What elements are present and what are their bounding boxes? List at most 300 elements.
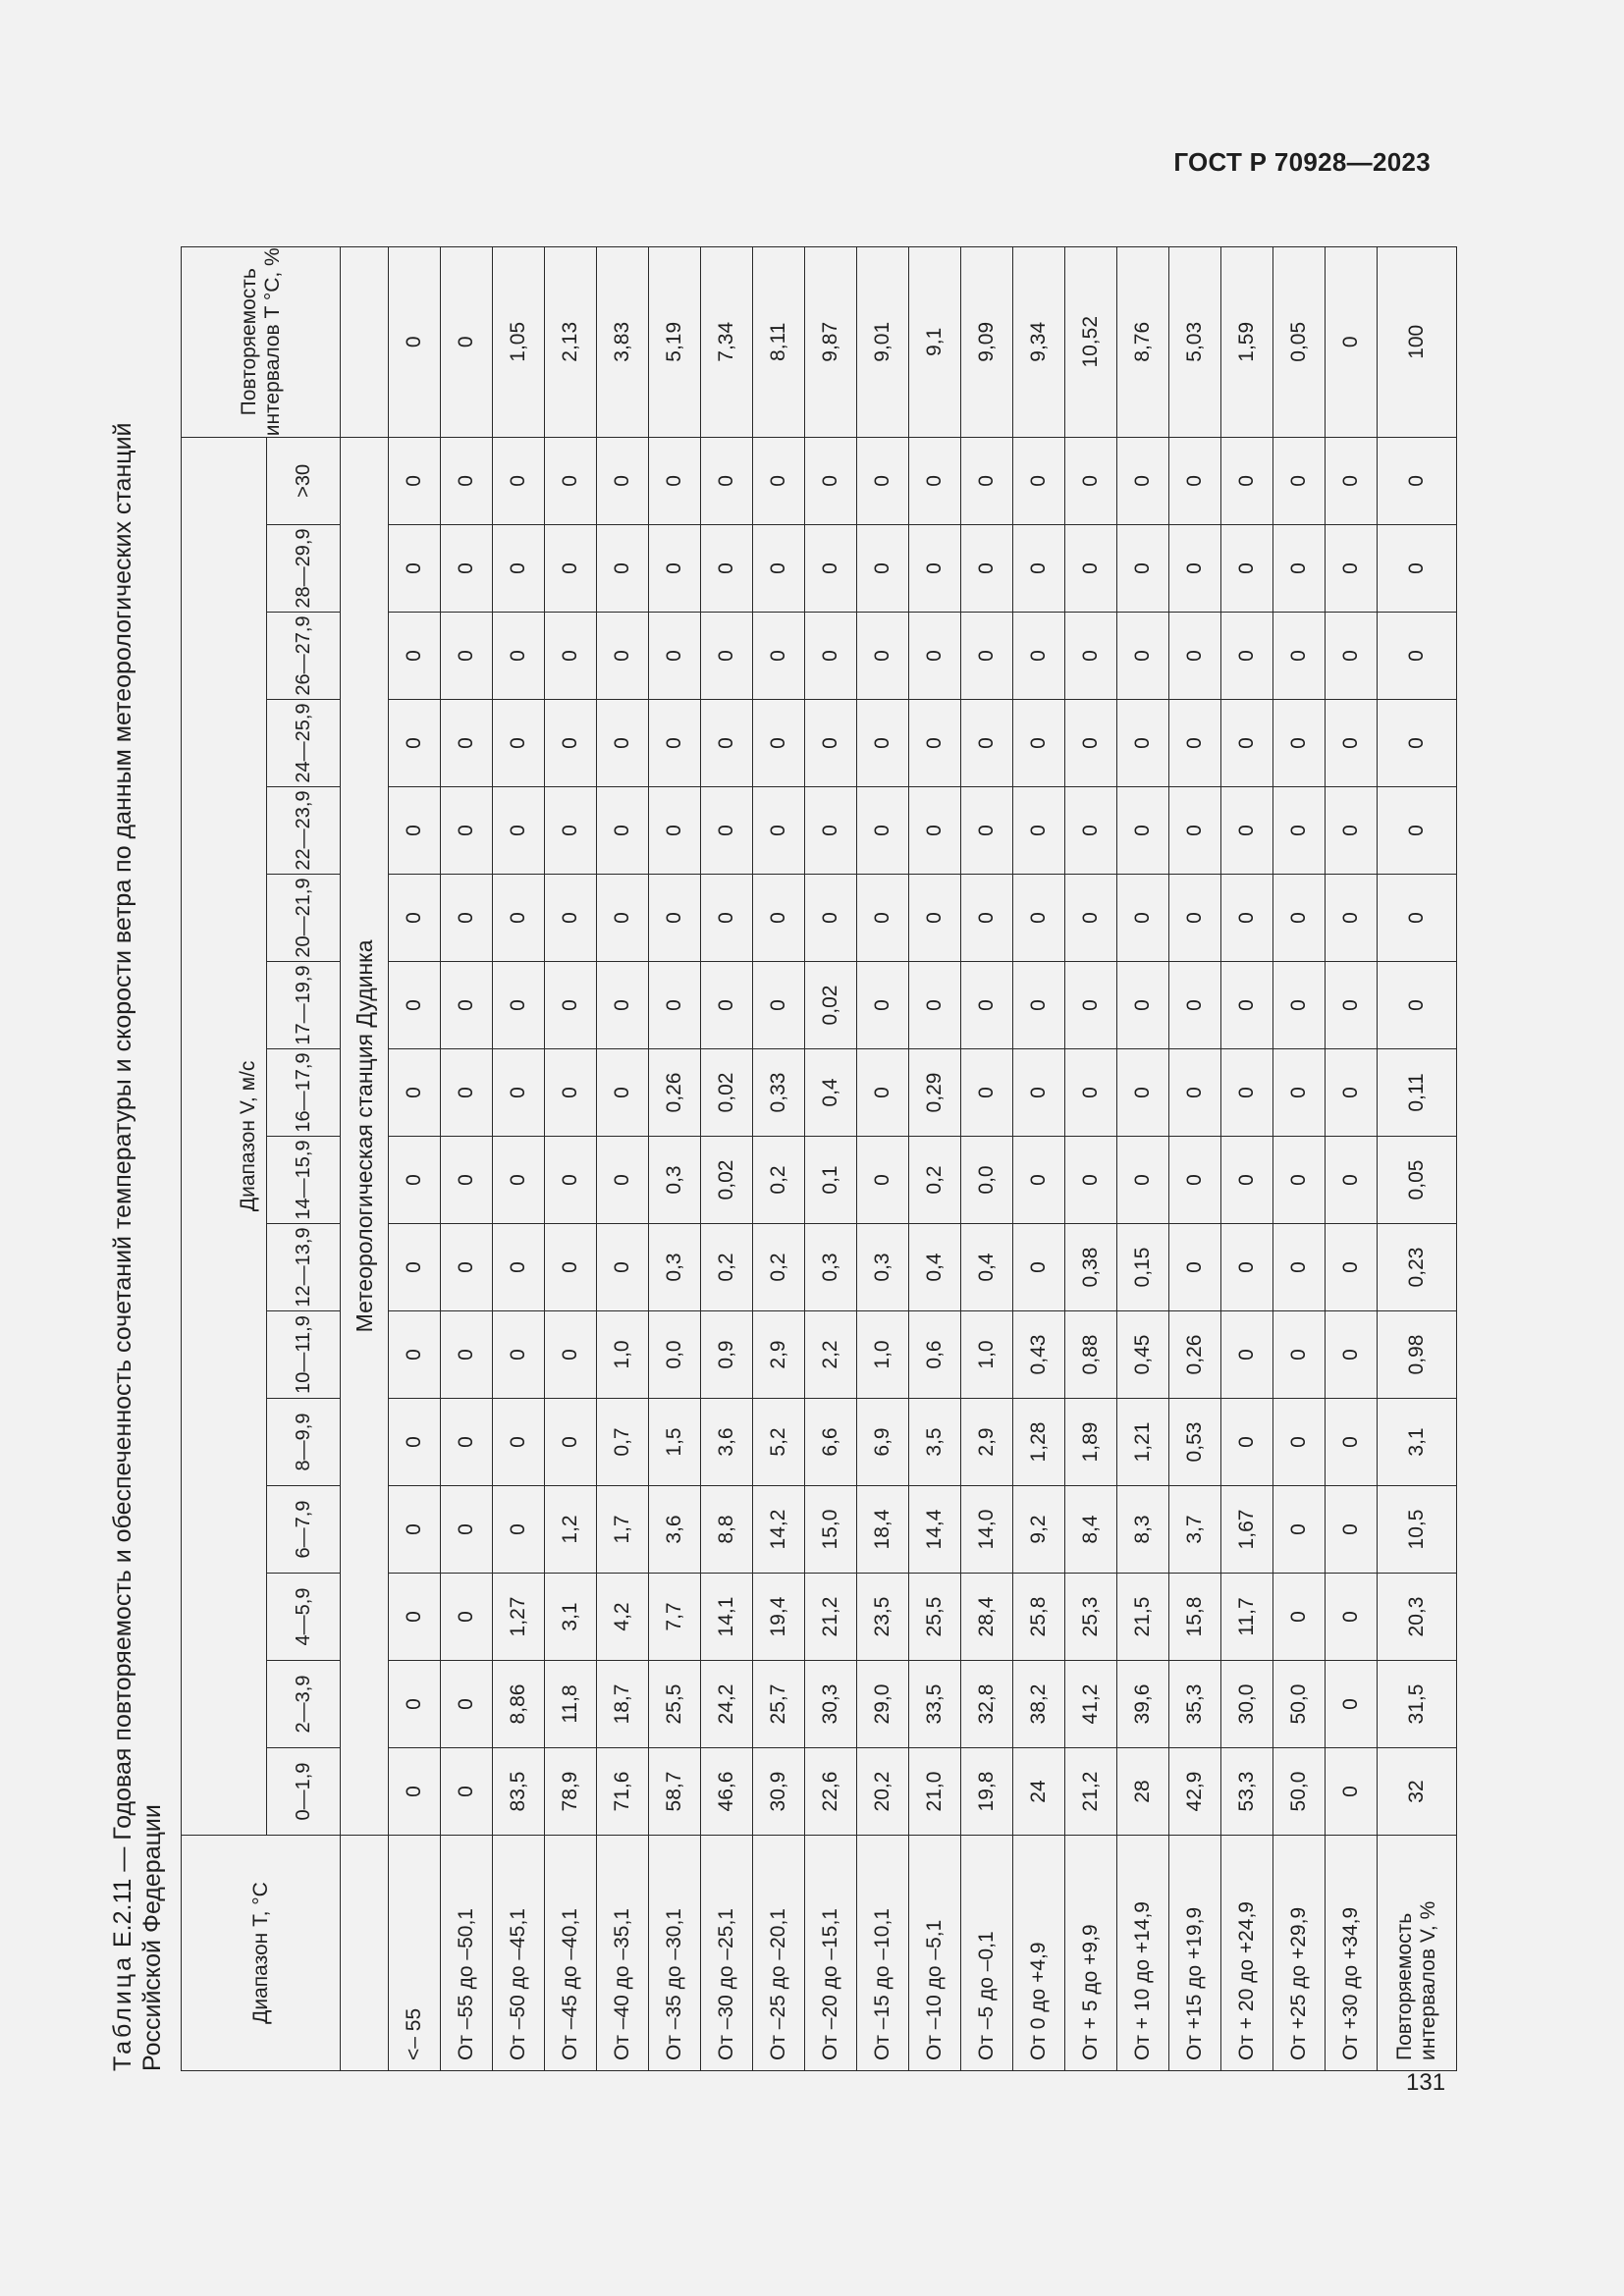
table-cell: 0 (1273, 1399, 1326, 1486)
table-cell: 0 (1169, 962, 1221, 1049)
table-cell: 0 (909, 525, 961, 613)
station-empty-right (341, 246, 389, 437)
table-cell: 0 (1326, 1486, 1378, 1574)
table-cell: 0 (1378, 437, 1457, 524)
table-caption (108, 324, 167, 2071)
table-cell: 1,2 (545, 1486, 597, 1574)
row-label: От –15 до –10,1 (857, 1836, 909, 2071)
table-cell: 0 (753, 525, 805, 613)
table-cell: 0 (1065, 875, 1117, 962)
table-cell: 0 (441, 1486, 493, 1574)
table-cell: 0 (1169, 613, 1221, 700)
table-cell: 0 (1326, 787, 1378, 875)
table-row (441, 246, 493, 2070)
table-cell: 0,2 (753, 1224, 805, 1311)
table-cell: 0 (1065, 787, 1117, 875)
table-cell: 0 (441, 787, 493, 875)
table-cell: 0 (1273, 1311, 1326, 1399)
table-cell: 3,5 (909, 1399, 961, 1486)
table-cell: 0 (1169, 1049, 1221, 1137)
table-cell: 11,7 (1221, 1574, 1273, 1661)
table-cell: 0 (1378, 613, 1457, 700)
table-cell: 0 (909, 962, 961, 1049)
table-cell: 0,43 (1013, 1311, 1065, 1399)
table-cell: 0 (909, 613, 961, 700)
speed-range-column-header: 4—5,9 (267, 1574, 341, 1661)
table-cell: 0 (389, 700, 441, 787)
table-cell: 0,9 (701, 1311, 753, 1399)
table-cell: 0 (1117, 437, 1169, 524)
table-cell: 38,2 (1013, 1661, 1065, 1748)
table-cell: 0 (1221, 962, 1273, 1049)
table-cell: 0 (441, 1748, 493, 1836)
table-cell: 0 (493, 1049, 545, 1137)
table-cell: 0 (1169, 1224, 1221, 1311)
table-row (961, 246, 1013, 2070)
table-cell: 0 (1326, 1399, 1378, 1486)
table-cell: 0 (857, 962, 909, 1049)
table-cell: 0 (493, 700, 545, 787)
table-cell: 0 (1221, 1399, 1273, 1486)
station-row (341, 246, 389, 2070)
table-cell: 0 (701, 525, 753, 613)
row-total: 0 (441, 246, 493, 437)
table-cell: 25,7 (753, 1661, 805, 1748)
table-cell: 0,0 (649, 1311, 701, 1399)
speed-range-column-header: 10—11,9 (267, 1311, 341, 1399)
data-table (181, 246, 1457, 2071)
table-cell: 20,3 (1378, 1574, 1457, 1661)
row-total: 5,03 (1169, 246, 1221, 437)
table-cell: 0 (1273, 1224, 1326, 1311)
table-cell: 0 (1273, 962, 1326, 1049)
table-cell: 0 (1065, 525, 1117, 613)
table-cell: 0 (441, 1137, 493, 1224)
table-cell: 0 (441, 1224, 493, 1311)
table-cell: 0 (389, 1574, 441, 1661)
table-row (389, 246, 441, 2070)
speed-range-column-header: 24—25,9 (267, 700, 341, 787)
row-label: От –20 до –15,1 (805, 1836, 857, 2071)
table-cell: 0 (1013, 1137, 1065, 1224)
table-cell: 0 (961, 700, 1013, 787)
row-label: От –25 до –20,1 (753, 1836, 805, 2071)
station-empty-left (341, 1836, 389, 2071)
table-cell: 0,23 (1378, 1224, 1457, 1311)
table-cell: 58,7 (649, 1748, 701, 1836)
table-cell: 0 (857, 525, 909, 613)
temperature-range-header: Диапазон T, °C (182, 1836, 341, 2071)
table-cell: 50,0 (1273, 1661, 1326, 1748)
table-cell: 0 (389, 1137, 441, 1224)
table-cell: 0 (441, 700, 493, 787)
table-cell: 0 (701, 875, 753, 962)
table-cell: 0 (909, 875, 961, 962)
table-cell: 0 (1326, 1661, 1378, 1748)
table-cell: 0 (805, 437, 857, 524)
table-cell: 0 (961, 787, 1013, 875)
table-cell: 71,6 (597, 1748, 649, 1836)
row-total: 1,05 (493, 246, 545, 437)
table-cell: 0 (1117, 1137, 1169, 1224)
table-cell: 25,3 (1065, 1574, 1117, 1661)
table-cell: 0 (1273, 700, 1326, 787)
table-cell: 41,2 (1065, 1661, 1117, 1748)
speed-range-column-header: 22—23,9 (267, 787, 341, 875)
table-cell: 5,2 (753, 1399, 805, 1486)
row-total: 1,59 (1221, 246, 1273, 437)
table-cell: 0 (1378, 787, 1457, 875)
table-cell: 0 (701, 787, 753, 875)
table-cell: 0 (1117, 875, 1169, 962)
table-cell: 0 (857, 437, 909, 524)
table-cell: 0 (1065, 700, 1117, 787)
table-cell: 0 (493, 437, 545, 524)
speed-range-column-header: 17—19,9 (267, 962, 341, 1049)
table-cell: 33,5 (909, 1661, 961, 1748)
table-cell: 0 (389, 1399, 441, 1486)
speed-range-column-header: 0—1,9 (267, 1748, 341, 1836)
table-cell: 0 (1326, 700, 1378, 787)
row-total: 5,19 (649, 246, 701, 437)
row-label: От –35 до –30,1 (649, 1836, 701, 2071)
table-cell: 0 (961, 962, 1013, 1049)
table-cell: 0 (1013, 875, 1065, 962)
table-cell: 0 (649, 437, 701, 524)
row-label: От –45 до –40,1 (545, 1836, 597, 2071)
table-cell: 0 (493, 1224, 545, 1311)
table-row (909, 246, 961, 2070)
table-cell: 24,2 (701, 1661, 753, 1748)
table-cell: 0 (961, 525, 1013, 613)
table-cell: 0 (753, 787, 805, 875)
table-cell: 28,4 (961, 1574, 1013, 1661)
row-label: От –40 до –35,1 (597, 1836, 649, 2071)
table-row (753, 246, 805, 2070)
table-cell: 0 (1378, 962, 1457, 1049)
table-cell: 15,8 (1169, 1574, 1221, 1661)
table-cell: 0 (753, 962, 805, 1049)
table-cell: 0 (857, 613, 909, 700)
caption-prefix: Таблица (109, 1953, 136, 2071)
table-row (1221, 246, 1273, 2070)
table-cell: 0 (1221, 437, 1273, 524)
table-cell: 0 (545, 525, 597, 613)
table-cell: 21,0 (909, 1748, 961, 1836)
table-cell: 21,5 (1117, 1574, 1169, 1661)
table-cell: 0 (597, 437, 649, 524)
table-row (597, 246, 649, 2070)
table-cell: 19,4 (753, 1574, 805, 1661)
row-total: 9,01 (857, 246, 909, 437)
table-cell: 0 (1221, 787, 1273, 875)
speed-range-column-header: 20—21,9 (267, 875, 341, 962)
table-cell: 0 (1273, 525, 1326, 613)
table-cell: 0 (857, 700, 909, 787)
table-cell: 0 (545, 962, 597, 1049)
table-cell: 0,6 (909, 1311, 961, 1399)
table-cell: 0 (1065, 437, 1117, 524)
table-cell: 25,5 (649, 1661, 701, 1748)
table-cell: 0,53 (1169, 1399, 1221, 1486)
table-cell: 0,05 (1378, 1137, 1457, 1224)
table-cell: 0 (441, 1661, 493, 1748)
table-cell: 8,3 (1117, 1486, 1169, 1574)
table-cell: 3,1 (545, 1574, 597, 1661)
table-cell: 18,4 (857, 1486, 909, 1574)
table-cell: 0,11 (1378, 1049, 1457, 1137)
table-cell: 0 (1326, 1748, 1378, 1836)
table-cell: 0 (493, 613, 545, 700)
table-cell: 0 (493, 787, 545, 875)
header-row-2 (267, 246, 341, 2070)
table-cell: 23,5 (857, 1574, 909, 1661)
table-cell: 20,2 (857, 1748, 909, 1836)
table-cell: 0,3 (649, 1224, 701, 1311)
table-cell: 0,26 (1169, 1311, 1221, 1399)
row-total: 0,05 (1273, 246, 1326, 437)
table-cell: 0 (1013, 700, 1065, 787)
table-cell: 0 (753, 437, 805, 524)
table-cell: 19,8 (961, 1748, 1013, 1836)
caption-table-id: Е.2.11 (109, 1878, 136, 1949)
table-cell: 1,0 (597, 1311, 649, 1399)
table-cell: 1,5 (649, 1399, 701, 1486)
table-cell: 22,6 (805, 1748, 857, 1836)
table-cell: 39,6 (1117, 1661, 1169, 1748)
table-cell: 0 (753, 613, 805, 700)
table-cell: 78,9 (545, 1748, 597, 1836)
table-cell: 0 (441, 525, 493, 613)
table-cell: 14,2 (753, 1486, 805, 1574)
document-code: ГОСТ Р 70928—2023 (1173, 147, 1431, 177)
table-cell: 0,3 (805, 1224, 857, 1311)
table-cell: 0,0 (961, 1137, 1013, 1224)
row-label: От –50 до –45,1 (493, 1836, 545, 2071)
table-cell: 25,5 (909, 1574, 961, 1661)
table-cell: 1,28 (1013, 1399, 1065, 1486)
table-cell: 0 (389, 1486, 441, 1574)
row-label: От –55 до –50,1 (441, 1836, 493, 2071)
table-cell: 0 (805, 700, 857, 787)
table-cell: 53,3 (1221, 1748, 1273, 1836)
table-cell: 0 (1221, 1311, 1273, 1399)
table-cell: 18,7 (597, 1661, 649, 1748)
table-cell: 0 (649, 875, 701, 962)
table-cell: 0 (1013, 437, 1065, 524)
table-cell: 0 (701, 613, 753, 700)
table-cell: 0 (961, 875, 1013, 962)
row-total: 100 (1378, 246, 1457, 437)
table-cell: 0 (649, 962, 701, 1049)
station-name: Метеорологическая станция Дудинка (341, 437, 389, 1835)
table-cell: 0 (1117, 787, 1169, 875)
table-cell: 0,15 (1117, 1224, 1169, 1311)
speed-range-column-header: 6—7,9 (267, 1486, 341, 1574)
table-cell: 0 (649, 787, 701, 875)
table-cell: 0 (1326, 1224, 1378, 1311)
table-cell: 8,86 (493, 1661, 545, 1748)
table-cell: 0 (649, 613, 701, 700)
row-total: 8,11 (753, 246, 805, 437)
table-cell: 0,1 (805, 1137, 857, 1224)
table-cell: 0 (441, 962, 493, 1049)
speed-range-column-header: 28—29,9 (267, 525, 341, 613)
row-label: От +30 до +34,9 (1326, 1836, 1378, 2071)
table-cell: 0 (1117, 700, 1169, 787)
table-cell: 0,3 (857, 1224, 909, 1311)
table-cell: 0 (545, 1224, 597, 1311)
table-cell: 0 (1169, 787, 1221, 875)
table-cell: 24 (1013, 1748, 1065, 1836)
table-cell: 0 (1221, 700, 1273, 787)
table-cell: 11,8 (545, 1661, 597, 1748)
table-cell: 0 (1065, 613, 1117, 700)
row-label: От + 5 до +9,9 (1065, 1836, 1117, 2071)
table-row (1065, 246, 1117, 2070)
speed-range-column-header: 12—13,9 (267, 1224, 341, 1311)
table-cell: 0,4 (909, 1224, 961, 1311)
table-cell: 0 (1273, 787, 1326, 875)
table-cell: 0 (545, 613, 597, 700)
row-total: 9,34 (1013, 246, 1065, 437)
table-cell: 30,9 (753, 1748, 805, 1836)
table-cell: 0 (1378, 700, 1457, 787)
table-cell: 0 (1326, 875, 1378, 962)
table-cell: 0 (545, 875, 597, 962)
table-cell: 0 (441, 437, 493, 524)
table-cell: 0 (961, 1049, 1013, 1137)
table-cell: 0 (545, 1311, 597, 1399)
table-cell: 0 (1221, 613, 1273, 700)
table-cell: 0 (1273, 613, 1326, 700)
table-cell: 0 (1273, 875, 1326, 962)
row-total: 9,09 (961, 246, 1013, 437)
table-cell: 0 (1273, 437, 1326, 524)
table-cell: 28 (1117, 1748, 1169, 1836)
row-label: От +25 до +29,9 (1273, 1836, 1326, 2071)
table-cell: 0 (1169, 1137, 1221, 1224)
row-label: От –30 до –25,1 (701, 1836, 753, 2071)
table-cell: 0,7 (597, 1399, 649, 1486)
table-cell: 0 (857, 787, 909, 875)
table-cell: 0 (753, 875, 805, 962)
row-total: 0 (1326, 246, 1378, 437)
table-row (1273, 246, 1326, 2070)
table-cell: 0 (1169, 700, 1221, 787)
table-cell: 1,27 (493, 1574, 545, 1661)
table-row (1326, 246, 1378, 2070)
table-cell: 0 (857, 875, 909, 962)
table-cell: 1,7 (597, 1486, 649, 1574)
table-cell: 35,3 (1169, 1661, 1221, 1748)
table-cell: 0 (493, 525, 545, 613)
table-cell: 0 (649, 525, 701, 613)
table-cell: 0 (493, 875, 545, 962)
table-cell: 6,9 (857, 1399, 909, 1486)
table-cell: 2,9 (961, 1399, 1013, 1486)
table-cell: 0 (1013, 1049, 1065, 1137)
table-cell: 42,9 (1169, 1748, 1221, 1836)
table-cell: 0 (1013, 787, 1065, 875)
table-cell: 0 (1273, 1486, 1326, 1574)
table-cell: 0 (441, 1399, 493, 1486)
table-cell: 0 (961, 437, 1013, 524)
table-cell: 0 (1326, 437, 1378, 524)
row-total: 8,76 (1117, 246, 1169, 437)
speed-range-column-header: 2—3,9 (267, 1661, 341, 1748)
table-cell: 0 (545, 1399, 597, 1486)
table-cell: 0 (753, 700, 805, 787)
row-label: От –5 до –0,1 (961, 1836, 1013, 2071)
table-cell: 0,45 (1117, 1311, 1169, 1399)
table-cell: 0 (857, 1137, 909, 1224)
table-cell: 0 (389, 1311, 441, 1399)
table-cell: 7,7 (649, 1574, 701, 1661)
table-cell: 0 (909, 700, 961, 787)
wind-speed-range-header: Диапазон V, м/с (182, 437, 267, 1835)
table-cell: 0 (1326, 1311, 1378, 1399)
row-label: Повторяемость интервалов V, % (1378, 1836, 1457, 2071)
table-cell: 0 (493, 1311, 545, 1399)
table-cell: 0,98 (1378, 1311, 1457, 1399)
table-cell: 0 (909, 787, 961, 875)
table-cell: 0,02 (701, 1049, 753, 1137)
row-total: 2,13 (545, 246, 597, 437)
table-cell: 0 (389, 1049, 441, 1137)
table-cell: 0,3 (649, 1137, 701, 1224)
table-cell: 0 (805, 525, 857, 613)
table-cell: 2,2 (805, 1311, 857, 1399)
table-cell: 46,6 (701, 1748, 753, 1836)
table-row (1169, 246, 1221, 2070)
table-cell: 0 (1013, 613, 1065, 700)
table-cell: 1,89 (1065, 1399, 1117, 1486)
table-cell: 0 (493, 962, 545, 1049)
table-cell: 0 (1221, 1137, 1273, 1224)
row-label: От +15 до +19,9 (1169, 1836, 1221, 2071)
table-cell: 0 (597, 1049, 649, 1137)
table-cell: 0 (961, 613, 1013, 700)
table-cell: 0 (441, 875, 493, 962)
table-cell: 0 (597, 613, 649, 700)
table-cell: 0,38 (1065, 1224, 1117, 1311)
table-cell: 0 (1221, 1049, 1273, 1137)
table-cell: 0 (597, 875, 649, 962)
table-cell: 0 (389, 525, 441, 613)
table-cell: 0,4 (961, 1224, 1013, 1311)
table-row (545, 246, 597, 2070)
table-cell: 0 (545, 1137, 597, 1224)
header-row-1 (182, 246, 267, 2070)
table-cell: 25,8 (1013, 1574, 1065, 1661)
row-label: <– 55 (389, 1836, 441, 2071)
table-cell: 1,0 (961, 1311, 1013, 1399)
table-cell: 1,0 (857, 1311, 909, 1399)
table-cell: 0 (1013, 1224, 1065, 1311)
table-cell: 0 (805, 875, 857, 962)
speed-range-column-header: 16—17,9 (267, 1049, 341, 1137)
table-row (701, 246, 753, 2070)
table-cell: 0 (1326, 1137, 1378, 1224)
table-cell: 0,02 (701, 1137, 753, 1224)
table-cell: 0 (597, 700, 649, 787)
table-cell: 3,6 (649, 1486, 701, 1574)
table-cell: 3,1 (1378, 1399, 1457, 1486)
table-cell: 0 (1065, 1049, 1117, 1137)
table-cell: 0 (805, 787, 857, 875)
row-total: 7,34 (701, 246, 753, 437)
